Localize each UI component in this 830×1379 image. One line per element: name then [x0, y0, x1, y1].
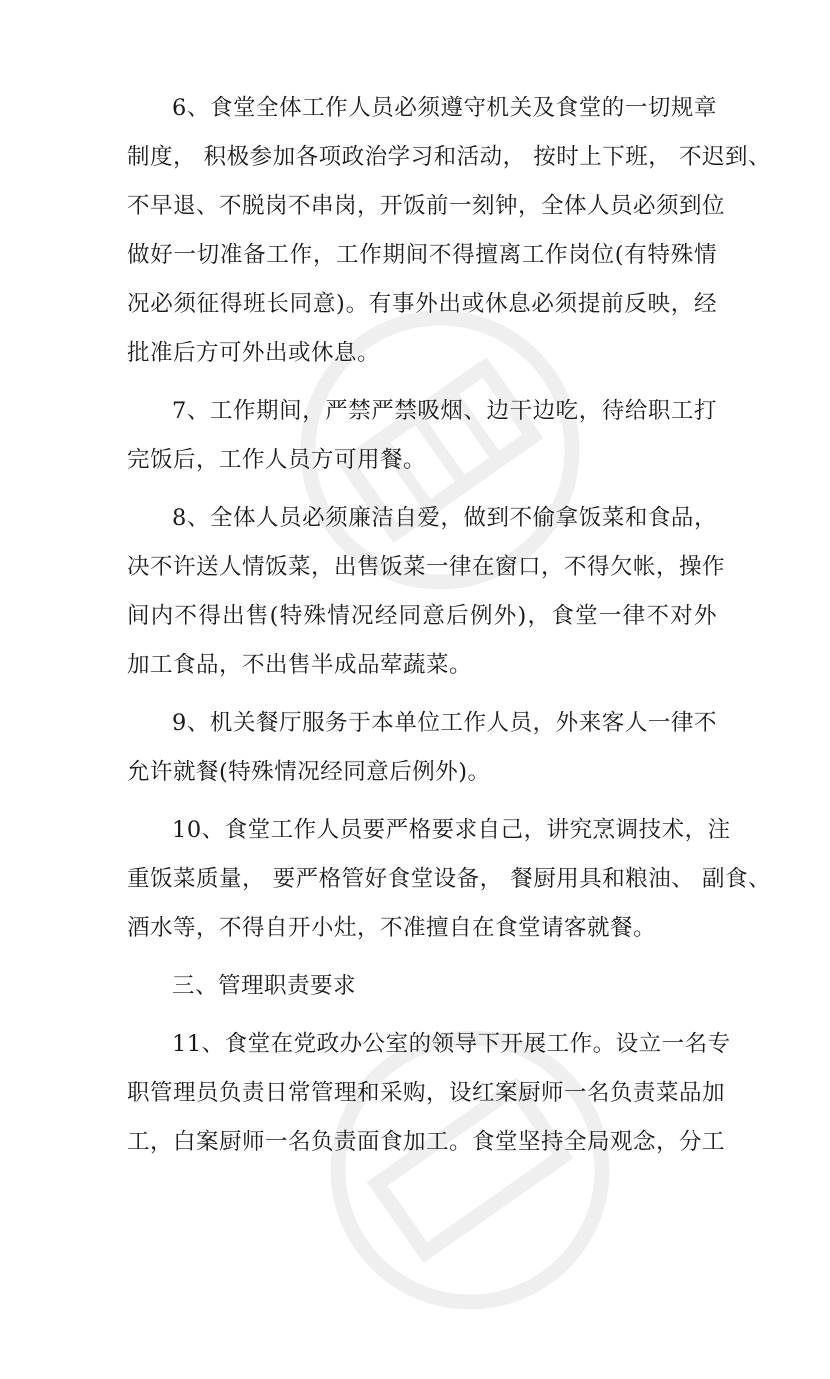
paragraph-item-9 [127, 699, 717, 797]
text-line: 重饭菜质量， 要严格管好食堂设备， 餐厨用具和粮油、 副食、 [127, 866, 771, 892]
text-line: 况必须征得班长同意)。有事外出或休息必须提前反映，经 [127, 291, 717, 317]
text-line: 10、食堂工作人员要严格要求自己，讲究烹调技术，注 [172, 817, 731, 843]
text-line: 8、全体人员必须廉洁自爱，做到不偷拿饭菜和食品， [172, 505, 717, 531]
section-heading [127, 962, 717, 1011]
text-line: 职管理员负责日常管理和采购，设红案厨师一名负责菜品加 [127, 1080, 726, 1106]
text-line: 11、食堂在党政办公室的领导下开展工作。设立一名专 [172, 1031, 731, 1057]
paragraph-item-10 [127, 806, 771, 953]
text-line: 酒水等，不得自开小灶，不准擅自在食堂请客就餐。 [127, 915, 657, 941]
text-line: 工，白案厨师一名负责面食加工。食堂坚持全局观念，分工 [127, 1129, 726, 1155]
section-heading-text: 三、管理职责要求 [172, 973, 357, 999]
text-line: 加工食品，不出售半成品荤蔬菜。 [127, 652, 473, 678]
text-line: 完饭后，工作人员方可用餐。 [127, 447, 427, 473]
text-line: 决不许送人情饭菜，出售饭菜一律在窗口，不得欠帐，操作 [127, 554, 726, 580]
document-body [127, 84, 771, 1167]
paragraph-item-6 [127, 84, 771, 378]
paragraph-item-11 [127, 1020, 731, 1167]
text-line: 9、机关餐厅服务于本单位工作人员，外来客人一律不 [172, 710, 717, 736]
text-line: 批准后方可外出或休息。 [127, 340, 381, 366]
paragraph-item-8 [127, 494, 726, 690]
text-line: 制度， 积极参加各项政治学习和活动， 按时上下班， 不迟到、 [127, 144, 771, 170]
text-line: 不早退、不脱岗不串岗，开饭前一刻钟，全体人员必须到位 [127, 193, 726, 219]
paragraph-item-7 [127, 387, 717, 485]
text-line: 做好一切准备工作，工作期间不得擅离工作岗位(有特殊情 [127, 242, 717, 268]
text-line: 允许就餐(特殊情况经同意后例外)。 [127, 759, 491, 785]
text-line: 间内不得出售(特殊情况经同意后例外)，食堂一律不对外 [127, 603, 717, 629]
text-line: 6、食堂全体工作人员必须遵守机关及食堂的一切规章 [172, 95, 717, 121]
text-line: 7、工作期间，严禁严禁吸烟、边干边吃，待给职工打 [172, 398, 717, 424]
